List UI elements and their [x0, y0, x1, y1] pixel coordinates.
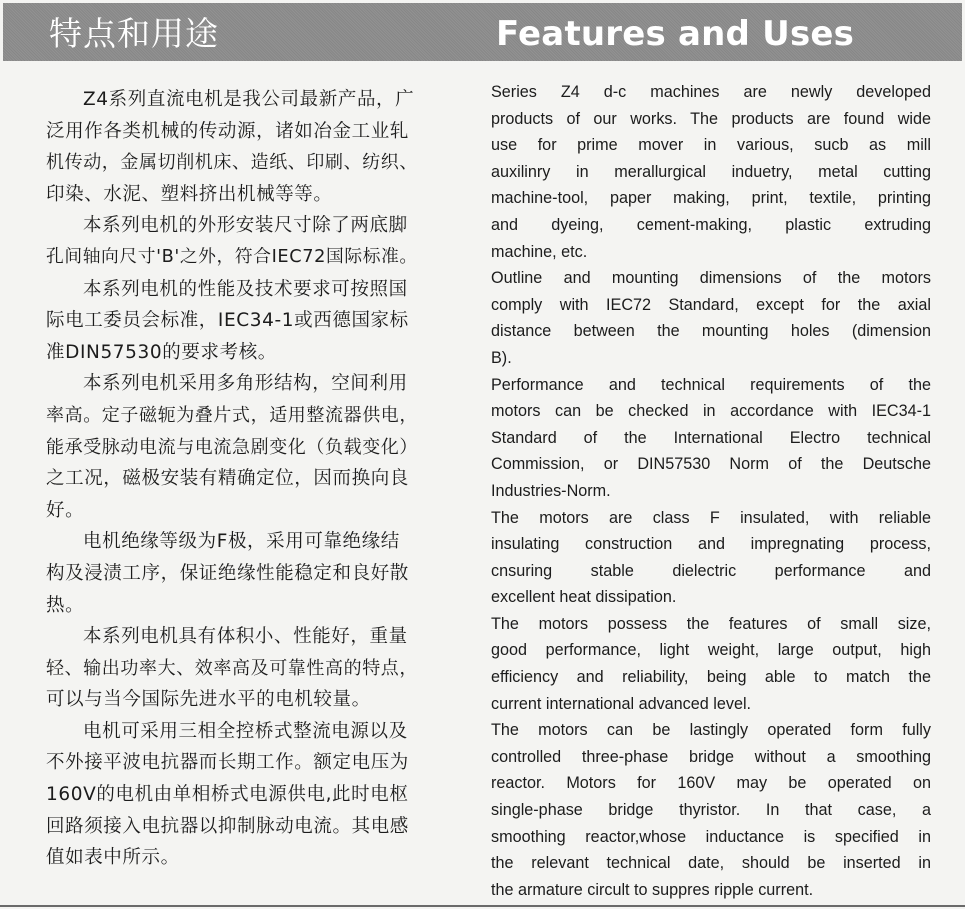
english-text-line: Standard of the International Electro technical — [491, 428, 931, 447]
english-paragraph — [491, 611, 931, 717]
english-text-column — [491, 79, 931, 903]
english-text-line: Industries-Norm. — [491, 481, 611, 500]
english-text-line: comply with IEC72 Standard, except for the axial — [491, 295, 931, 314]
english-text-line: Commission, or DIN57530 Norm of the Deutsche — [491, 455, 931, 474]
chinese-text-line: 机传动，金属切削机床、造纸、印刷、纺织、 — [46, 152, 418, 174]
english-text-line: The motors are class F insulated, with reliable — [491, 508, 931, 527]
english-text-line: current international advanced level. — [491, 694, 752, 713]
chinese-text-line: 值如表中所示。 — [46, 847, 180, 869]
chinese-text-line: 际电工委员会标准，IEC34-1或西德国家标 — [46, 310, 409, 332]
chinese-text-line: 热。 — [46, 594, 85, 616]
english-paragraph — [491, 265, 931, 371]
chinese-text-line: 率高。定子磁轭为叠片式，适用整流器供电， — [46, 404, 418, 426]
english-text-line: The motors possess the features of small size, — [491, 614, 931, 633]
english-text-line: reactor. Motors for 160V may be operated on — [491, 774, 931, 793]
chinese-text-line: 本系列电机的性能及技术要求可按照国 — [83, 278, 408, 300]
english-text-line: controlled three-phase bridge without a smoothing — [491, 747, 931, 766]
english-text-line: The motors can be lastingly operated form fully — [491, 721, 931, 740]
chinese-text-column — [46, 84, 418, 874]
english-text-line: smoothing reactor,whose inductance is specified in — [491, 827, 931, 846]
english-text-line: distance between the mounting holes (dimension — [491, 322, 931, 341]
english-text-line: products of our works. The products are found wide — [491, 109, 931, 128]
chinese-text-line: 可以与当今国际先进水平的电机较量。 — [46, 689, 371, 711]
chinese-text-line: 160V的电机由单相桥式电源供电,此时电枢 — [46, 784, 409, 806]
english-text-line: insulating construction and impregnating process, — [491, 535, 931, 554]
chinese-text-line: 泛用作各类机械的传动源，诸如冶金工业轧 — [46, 120, 409, 142]
english-text-line: single-phase bridge thyristor. In that case, a — [491, 801, 931, 820]
chinese-text-line: Z4系列直流电机是我公司最新产品，广 — [83, 89, 415, 110]
english-paragraph — [491, 717, 931, 903]
english-text-line: Performance and technical requirements of the — [491, 375, 931, 394]
chinese-text-line: 本系列电机采用多角形结构，空间利用 — [83, 373, 408, 395]
chinese-text-line: 好。 — [46, 499, 85, 521]
chinese-paragraph — [46, 368, 418, 526]
english-text-line: efficiency and reliability, being able to match the — [491, 668, 931, 687]
chinese-paragraph — [46, 716, 418, 874]
english-text-line: machine, etc. — [491, 242, 588, 261]
english-text-line: good performance, light weight, large output, high — [491, 641, 931, 660]
chinese-text-line: 印染、水泥、塑料挤出机械等等。 — [46, 183, 333, 205]
english-text-line: Outline and mounting dimensions of the motors — [491, 269, 931, 288]
chinese-text-line: 构及浸渍工序，保证绝缘性能稳定和良好散 — [46, 562, 409, 584]
english-text-line: B). — [491, 348, 512, 367]
english-text-line: the armature circult to suppres ripple current. — [491, 880, 814, 899]
chinese-text-line: 电机可采用三相全控桥式整流电源以及 — [83, 720, 408, 742]
chinese-text-line: 能承受脉动电流与电流急剧变化（负载变化） — [46, 436, 418, 458]
english-text-line: use for prime mover in various, sucb as mill — [491, 136, 931, 155]
chinese-text-line: 之工况，磁极安装有精确定位，因而换向良 — [46, 468, 409, 490]
chinese-paragraph — [46, 621, 418, 716]
english-paragraph — [491, 79, 931, 265]
english-text-line: auxilinry in merallurgical induetry, metal cutting — [491, 162, 931, 181]
chinese-text-line: 轻、输出功率大、效率高及可靠性高的特点， — [46, 657, 418, 679]
english-text-line: and dyeing, cement-making, plastic extruding — [491, 215, 931, 234]
chinese-paragraph — [46, 210, 418, 273]
english-text-line: Series Z4 d-c machines are newly developed — [491, 83, 931, 101]
section-header-bar — [3, 3, 962, 61]
chinese-text-line: 准DIN57530的要求考核。 — [46, 341, 277, 363]
english-text-line: excellent heat dissipation. — [491, 588, 677, 607]
chinese-text-line: 回路须接入电抗器以抑制脉动电流。其电感 — [46, 815, 409, 837]
english-paragraph — [491, 505, 931, 611]
chinese-text-line: 本系列电机的外形安装尺寸除了两底脚 — [83, 215, 408, 237]
english-text-line: machine-tool, paper making, print, textile, printing — [491, 189, 931, 208]
bottom-divider — [0, 905, 965, 907]
chinese-paragraph — [46, 274, 418, 369]
english-text-line: motors can be checked in accordance with IEC34-1 — [491, 402, 931, 421]
chinese-paragraph — [46, 526, 418, 621]
english-text-line: cnsuring stable dielectric performance and — [491, 561, 931, 580]
title-english: Features and Uses — [496, 14, 855, 54]
chinese-text-line: 不外接平波电抗器而长期工作。额定电压为 — [46, 752, 409, 774]
chinese-paragraph — [46, 84, 418, 210]
english-text-line: the relevant technical date, should be inserted in — [491, 854, 931, 873]
english-paragraph — [491, 372, 931, 505]
chinese-text-line: 孔间轴向尺寸'B'之外，符合IEC72国际标准。 — [46, 246, 418, 267]
title-chinese: 特点和用途 — [49, 14, 219, 53]
chinese-text-line: 电机绝缘等级为F极，采用可靠绝缘结 — [83, 531, 400, 553]
chinese-text-line: 本系列电机具有体积小、性能好，重量 — [83, 626, 408, 648]
